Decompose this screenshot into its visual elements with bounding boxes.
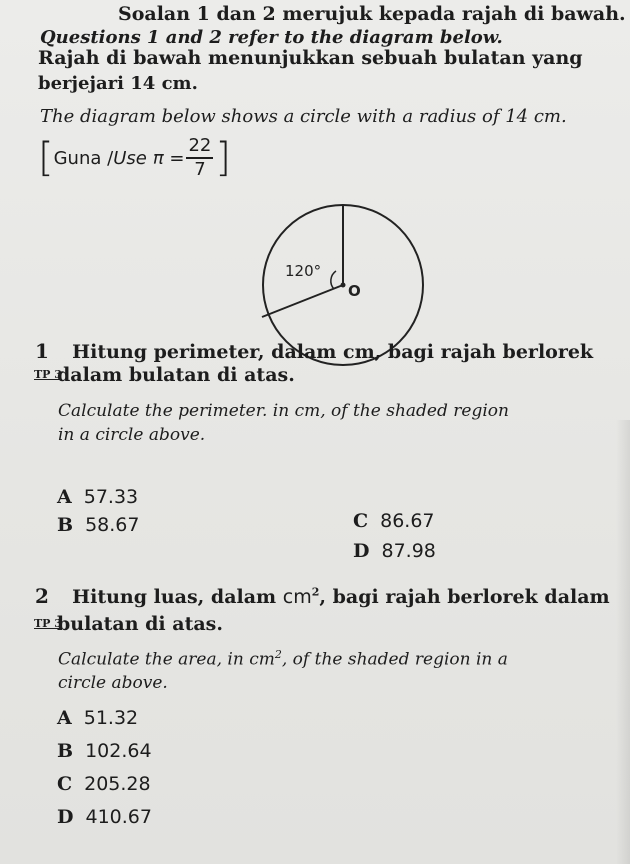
q2-option-a-letter: A [57,707,72,729]
q2-english-unit-sup: 2 [274,648,282,661]
pi-prefix: Guna / [53,147,114,169]
pi-numerator: 22 [186,135,213,159]
pi-fraction [186,135,213,181]
q1-text-english-line1: Calculate the perimeter. in cm, of the shaded region [58,401,509,421]
q2-text-malay-line2: bulatan di atas. [57,613,223,635]
q2-malay-text-b: , bagi rajah berlorek dalam [319,586,610,608]
pi-use-label: Use [113,147,147,169]
angle-label: 120° [285,262,322,280]
q2-malay-unit-sup: 2 [311,585,320,599]
q1-text-english-line2: in a circle above. [58,425,206,445]
page-edge-shadow [616,420,630,864]
q1-option-b-letter: B [57,514,74,536]
pi-symbol: π = [152,147,185,169]
left-bracket: [ [38,135,54,181]
instruction-malay: Soalan 1 dan 2 merujuk kepada rajah di bawah. [118,3,626,25]
q1-option-a[interactable] [57,486,138,508]
q1-option-b[interactable] [57,514,139,536]
q1-option-d[interactable] [353,540,436,562]
q2-tp-label: TP 3 [34,617,62,630]
pi-denominator: 7 [194,159,206,180]
q1-option-c[interactable] [353,510,435,532]
q1-option-c-value: 86.67 [380,510,435,532]
pi-instruction [38,130,231,186]
center-label: O [348,282,361,300]
diagram-description-malay-line1: Rajah di bawah menunjukkan sebuah bulatan yang [38,47,583,69]
q1-option-a-value: 57.33 [83,486,139,508]
diagram-description-malay-line2: berjejari 14 cm. [38,73,198,94]
q2-text-english-line2: circle above. [58,673,168,693]
right-bracket: ] [215,135,231,181]
q2-option-c-value: 205.28 [84,773,151,795]
q1-option-d-letter: D [353,540,370,562]
q2-option-c[interactable] [57,773,151,795]
diagram-description-english: The diagram below shows a circle with a radius of 14 cm. [40,106,567,127]
q2-option-d-value: 410.67 [85,806,152,828]
q2-text-english-line1 [58,648,508,670]
q2-option-b-value: 102.64 [85,740,152,762]
q1-text-malay-line1 [35,339,593,363]
q2-english-text-b: , of the shaded region in a [281,649,508,670]
q2-malay-unit: cm [282,586,312,608]
q1-number: 1 [35,339,49,363]
q1-option-d-value: 87.98 [381,540,436,562]
q2-number: 2 [35,584,49,608]
q1-option-a-letter: A [57,486,72,508]
q2-english-text-a: Calculate the area, in [58,649,250,670]
angle-arc [331,271,336,289]
q2-option-a-value: 51.32 [83,707,139,729]
q1-text-malay-line2: dalam bulatan di atas. [57,364,295,386]
q1-option-b-value: 58.67 [85,514,140,536]
q2-text-malay-line1 [35,584,610,608]
radius-slanted [262,285,343,317]
q1-option-c-letter: C [353,510,369,532]
q2-option-a[interactable] [57,707,138,729]
q2-option-b-letter: B [57,740,74,762]
q2-option-b[interactable] [57,740,152,762]
q2-option-d-letter: D [57,806,74,828]
q1-malay-text: Hitung perimeter, dalam cm, bagi rajah berlorek [72,341,594,363]
q1-tp-label: TP 3 [34,368,62,381]
q2-malay-text-a: Hitung luas, dalam [72,586,283,608]
q2-option-c-letter: C [57,773,73,795]
center-point [341,283,346,288]
q2-option-d[interactable] [57,806,152,828]
q2-english-unit: cm [249,649,275,670]
instruction-english: Questions 1 and 2 refer to the diagram below. [40,27,503,48]
